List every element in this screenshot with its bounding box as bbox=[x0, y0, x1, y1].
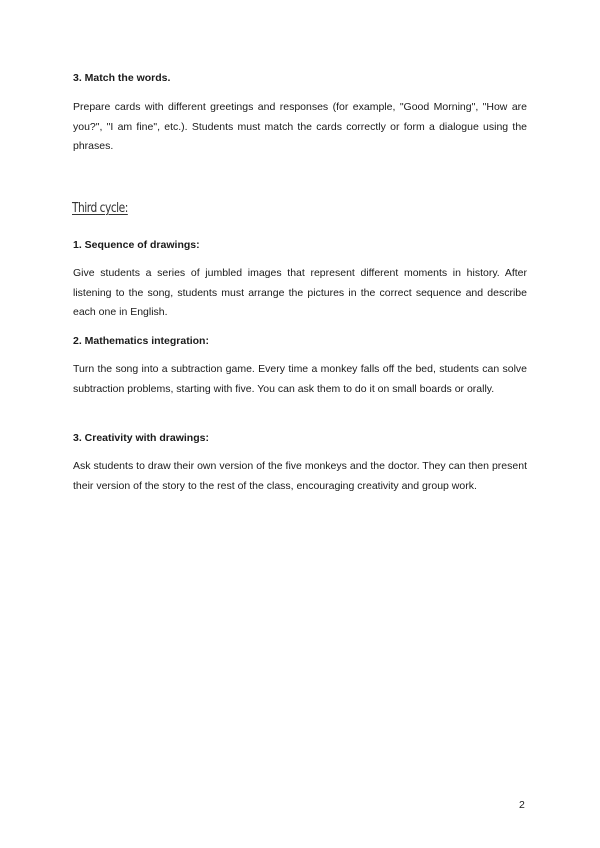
page-number: 2 bbox=[519, 799, 525, 811]
mathematics-heading: 2. Mathematics integration: bbox=[73, 335, 209, 347]
sequence-heading: 1. Sequence of drawings: bbox=[73, 239, 200, 251]
match-words-paragraph: Prepare cards with different greetings and responses (for example, "Good Morning", "How are you?", "I am fine", etc.). Students must match the cards correctly or form a dialogue using the phrases. bbox=[73, 101, 527, 152]
sequence-paragraph: Give students a series of jumbled images that represent different moments in history. After listening to the song, students must arrange the pictures in the correct sequence and describe each one in English. bbox=[73, 267, 527, 318]
mathematics-paragraph: Turn the song into a subtraction game. Every time a monkey falls off the bed, students can solve subtraction problems, starting with five. You can ask them to do it on small boards or orally. bbox=[73, 363, 527, 395]
creativity-paragraph: Ask students to draw their own version of the five monkeys and the doctor. They can then present their version of the story to the rest of the class, encouraging creativity and group work. bbox=[73, 460, 527, 492]
match-words-heading: 3. Match the words. bbox=[73, 72, 171, 84]
creativity-heading: 3. Creativity with drawings: bbox=[73, 432, 209, 444]
third-cycle-title: Third cycle: bbox=[72, 201, 128, 216]
